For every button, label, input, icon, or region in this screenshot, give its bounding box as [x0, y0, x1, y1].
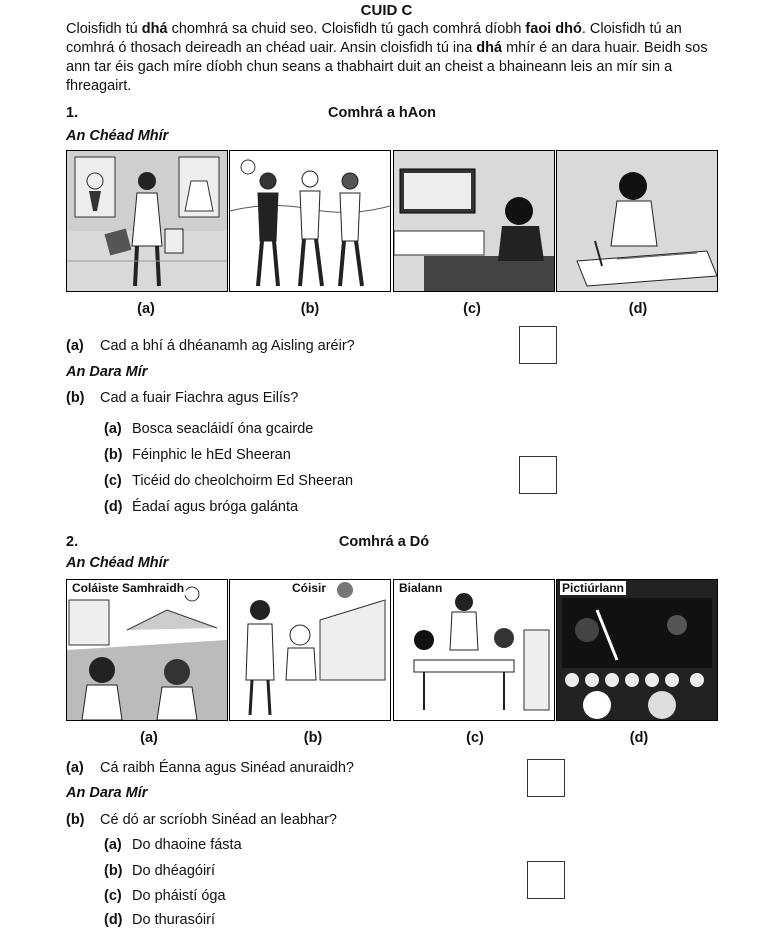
s2-caption-a: (a): [140, 730, 158, 746]
s1-option-d-text: Éadaí agus bróga galánta: [132, 499, 299, 515]
walking-illustration: [230, 151, 390, 291]
s1-question-b-letter: (b): [66, 390, 85, 406]
section-title: CUID C: [360, 2, 413, 19]
intro-run: faoi dhó: [525, 21, 582, 37]
s2-option-d-text: Do thurasóirí: [132, 912, 216, 928]
picture-restaurant: [393, 579, 555, 721]
s1-option-a: [104, 421, 313, 437]
s1-caption-d: (d): [628, 301, 648, 317]
s1-option-b: [104, 447, 291, 463]
s2-question-b: [66, 812, 337, 828]
s2-option-b-text: Do dhéagóirí: [132, 863, 216, 879]
s2-option-b: [104, 863, 215, 879]
section2-number: 2.: [66, 534, 79, 550]
party-illustration: [230, 580, 390, 720]
restaurant-illustration: [394, 580, 554, 720]
s1-question-a-letter: (a): [66, 338, 84, 354]
s1-option-b-letter: (b): [104, 447, 123, 463]
picture-shopping: [66, 150, 228, 292]
picture-tv: [393, 150, 555, 292]
intro-run: mhír é an dara huair. Beidh sos ann tar éis gach míre díobh chun seans a thabhairt duit an cheist a bhaineann leis an mír sin a fhreagairt.: [66, 40, 708, 94]
cinema-illustration: [557, 580, 717, 720]
s1-option-c-letter: (c): [104, 473, 122, 489]
label-restaurant: Bialann: [399, 581, 443, 595]
s2-question-b-text: Cé dó ar scríobh Sinéad an leabhar?: [100, 812, 337, 828]
study-illustration: [557, 151, 717, 291]
intro-run: dhá: [476, 40, 503, 56]
picture-summer-college: [66, 579, 228, 721]
s2-option-a-text: Do dhaoine fásta: [132, 837, 242, 853]
label-party: Cóisir: [292, 581, 327, 595]
s2-question-a-letter: (a): [66, 760, 84, 776]
intro-run: dhá: [141, 21, 168, 37]
s2-option-b-letter: (b): [104, 863, 123, 879]
s1-caption-b: (b): [300, 301, 320, 317]
summer-college-illustration: [67, 580, 227, 720]
s2-question-a: [66, 760, 354, 776]
label-summer-college: Coláiste Samhraidh: [72, 581, 185, 595]
intro-run: . Cloisfidh tú an comhrá ó thosach deireadh an chéad uair. Ansin cloisfidh tú ina: [66, 21, 682, 56]
section2-heading: Comhrá a Dó: [338, 534, 430, 550]
tv-illustration: [394, 151, 554, 291]
s2-option-a: [104, 837, 242, 853]
section1-part1-label: An Chéad Mhír: [66, 128, 169, 144]
s2-option-d-letter: (d): [104, 912, 123, 928]
intro-run: Cloisfidh tú: [66, 21, 142, 37]
s1-question-a: [66, 338, 355, 354]
s2-caption-c: (c): [466, 730, 484, 746]
s1-option-d: [104, 499, 298, 515]
shopping-illustration: [67, 151, 227, 291]
s1-caption-c: (c): [463, 301, 481, 317]
picture-party: [229, 579, 391, 721]
s2-answer-box-b[interactable]: [527, 861, 565, 899]
s1-option-d-letter: (d): [104, 499, 123, 515]
s1-option-c: [104, 473, 353, 489]
section1-number: 1.: [66, 105, 79, 121]
section2-part1-label: An Chéad Mhír: [66, 555, 169, 571]
s2-question-a-text: Cá raibh Éanna agus Sinéad anuraidh?: [100, 760, 354, 776]
s1-caption-a: (a): [137, 301, 155, 317]
s1-answer-box-a[interactable]: [519, 326, 557, 364]
s2-option-d: [104, 912, 215, 928]
s2-caption-b: (b): [303, 730, 323, 746]
s2-option-a-letter: (a): [104, 837, 122, 853]
label-cinema: Pictiúrlann: [562, 581, 625, 595]
picture-cinema: [556, 579, 718, 721]
picture-study: [556, 150, 718, 292]
s2-option-c-letter: (c): [104, 888, 122, 904]
s1-answer-box-b[interactable]: [519, 456, 557, 494]
s1-option-a-letter: (a): [104, 421, 122, 437]
instructions-paragraph: [66, 20, 716, 96]
s2-question-b-letter: (b): [66, 812, 85, 828]
s2-answer-box-a[interactable]: [527, 759, 565, 797]
s2-option-c-text: Do pháistí óga: [132, 888, 226, 904]
s1-option-a-text: Bosca seacláidí óna gcairde: [132, 421, 314, 437]
s1-question-a-text: Cad a bhí á dhéanamh ag Aisling aréir?: [100, 338, 355, 354]
s2-option-c: [104, 888, 226, 904]
s1-option-b-text: Féinphic le hEd Sheeran: [132, 447, 291, 463]
s1-question-b: [66, 390, 298, 406]
intro-run: chomhrá sa chuid seo. Cloisfidh tú gach comhrá díobh: [167, 21, 526, 37]
section1-part2-label: An Dara Mír: [66, 364, 148, 380]
s2-caption-d: (d): [629, 730, 649, 746]
section1-heading: Comhrá a hAon: [328, 105, 436, 121]
s1-question-b-text: Cad a fuair Fiachra agus Eilís?: [100, 390, 299, 406]
section2-part2-label: An Dara Mír: [66, 785, 148, 801]
s1-option-c-text: Ticéid do cheolchoirm Ed Sheeran: [132, 473, 354, 489]
picture-walking: [229, 150, 391, 292]
